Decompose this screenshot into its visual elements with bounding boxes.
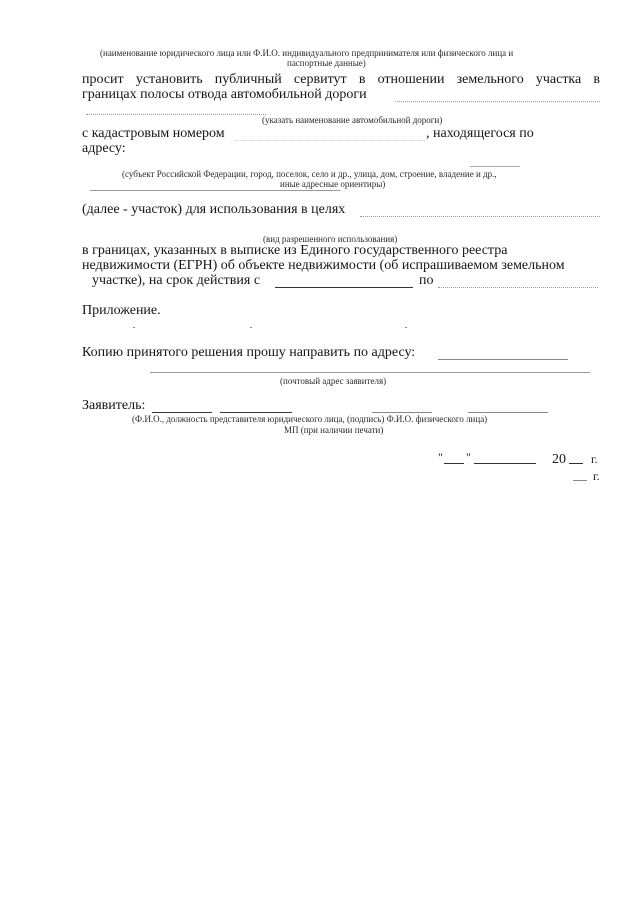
attachment-label: Приложение. — [82, 303, 161, 318]
address-label: адресу: — [82, 141, 126, 156]
copy-request-text: Копию принятого решения прошу направить по адресу: — [82, 345, 416, 360]
road-name-caption: (указать наименование автомобильной дороги) — [262, 115, 443, 125]
term-start-field[interactable] — [275, 287, 413, 288]
address-caption: (субъект Российской Федерации, город, поселок, село и др., улица, дом, строение, владение и др., — [122, 169, 497, 179]
purpose-text: (далее - участок) для использования в целях — [82, 202, 346, 217]
cadastral-suffix: , находящегося по — [426, 126, 534, 141]
postal-address-field[interactable] — [438, 359, 568, 360]
applicant-name-field[interactable] — [152, 412, 212, 413]
applicant-name-caption: (наименование юридического лица или Ф.И.О. индивидуального предпринимателя или физического лица и — [100, 48, 514, 58]
address-field-continued[interactable] — [90, 190, 340, 191]
applicant-name-caption-continued: паспортные данные) — [287, 58, 366, 68]
date-open-quote: " — [438, 450, 443, 464]
cadastral-number-field[interactable] — [235, 140, 425, 141]
applicant-caption: (Ф.И.О., должность представителя юридического лица, (подпись) Ф.И.О. физического лица) — [132, 414, 488, 424]
applicant-label: Заявитель: — [82, 398, 146, 413]
stamp-caption: МП (при наличии печати) — [284, 425, 384, 435]
date-suffix: г. — [591, 452, 598, 466]
second-date-field[interactable] — [573, 480, 587, 481]
bounds-line-3: участке), на срок действия с — [92, 273, 261, 288]
road-name-field-continued[interactable] — [86, 114, 266, 115]
applicant-position-field[interactable] — [220, 412, 292, 413]
purpose-caption: (вид разрешенного использования) — [263, 234, 398, 244]
date-day-field[interactable] — [444, 463, 464, 464]
applicant-individual-field[interactable] — [468, 412, 548, 413]
date-year-prefix: 20 — [552, 452, 566, 467]
address-caption-continued: иные адресные ориентиры) — [280, 179, 386, 189]
term-to-label: по — [419, 273, 434, 288]
second-date-suffix: г. — [593, 469, 600, 483]
applicant-signature-field[interactable] — [372, 412, 432, 413]
cadastral-prefix: с кадастровым номером — [82, 126, 225, 141]
address-field[interactable] — [470, 166, 520, 167]
date-month-field[interactable] — [474, 463, 536, 464]
bounds-line-1: в границах, указанных в выписке из Единого государственного реестра — [82, 243, 508, 258]
postal-address-caption: (почтовый адрес заявителя) — [280, 376, 387, 386]
term-end-field[interactable] — [438, 287, 598, 288]
road-name-field[interactable] — [395, 101, 600, 102]
request-line-2: границах полосы отвода автомобильной дороги — [82, 87, 367, 102]
postal-address-field-continued[interactable] — [150, 372, 590, 373]
date-year-field[interactable] — [569, 463, 583, 464]
purpose-field[interactable] — [360, 216, 600, 217]
date-close-quote: " — [466, 450, 471, 464]
request-line-1: просит установить публичный сервитут в отношении земельного участка в — [82, 72, 600, 87]
bounds-line-2: недвижимости (ЕГРН) об объекте недвижимости (об испрашиваемом земельном — [82, 258, 565, 273]
